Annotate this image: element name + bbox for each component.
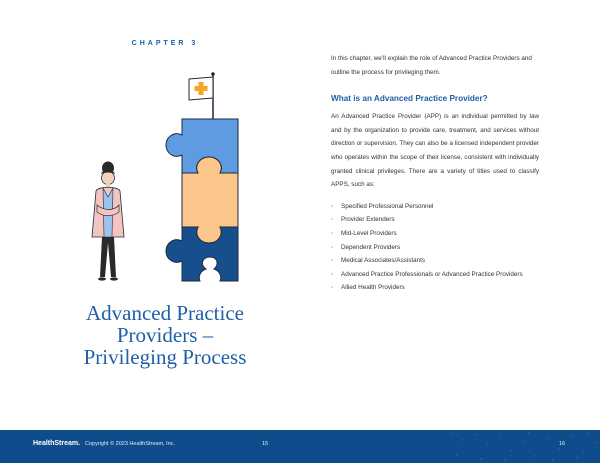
footer-dot-pattern: [430, 430, 600, 463]
list-item: · Medical Associates/Assistants: [331, 254, 539, 268]
left-page: [0, 0, 300, 430]
copyright-text: Copyright © 2023 HealthStream, Inc.: [85, 441, 175, 447]
list-item: · Allied Health Providers: [331, 281, 539, 295]
title-line-2: Providers –: [116, 323, 214, 347]
page-number-right: 16: [559, 441, 566, 447]
section-heading: What is an Advanced Practice Provider?: [331, 94, 488, 104]
list-item: · Dependent Providers: [331, 241, 539, 255]
title-line-3: Privileging Process: [83, 345, 247, 369]
title-line-1: Advanced Practice: [85, 301, 244, 325]
body-paragraph: An Advanced Practice Provider (APP) is an individual permitted by law and by the organization to provide care, treatment, and services without direction or supervision. They can also be a licensed independent provider who operates within the scope of their license, consistent with individually granted clinical privileges. There are a variety of titles used to classify APPS, such as:: [331, 113, 539, 189]
right-page-content: [331, 52, 539, 295]
page-title: [40, 302, 290, 368]
intro-paragraph: In this chapter, we’ll explain the role of Advanced Practice Providers and outline the process for privileging them.: [331, 55, 532, 76]
list-item: · Specified Professional Personnel: [331, 200, 539, 214]
flag-icon: [189, 72, 215, 120]
healthstream-logo: HealthStream.: [33, 440, 81, 447]
list-item: · Advanced Practice Professionals or Advanced Practice Providers: [331, 268, 539, 282]
chapter-label: CHAPTER 3: [131, 40, 199, 47]
footer-bar: [0, 430, 600, 463]
puzzle-tower-illustration: [80, 65, 300, 295]
list-item: · Mid-Level Providers: [331, 227, 539, 241]
doctor-figure-illustration: [92, 162, 124, 281]
app-titles-list: [331, 200, 539, 295]
page-number-left: 15: [262, 441, 269, 447]
list-item: · Provider Extenders: [331, 213, 539, 227]
